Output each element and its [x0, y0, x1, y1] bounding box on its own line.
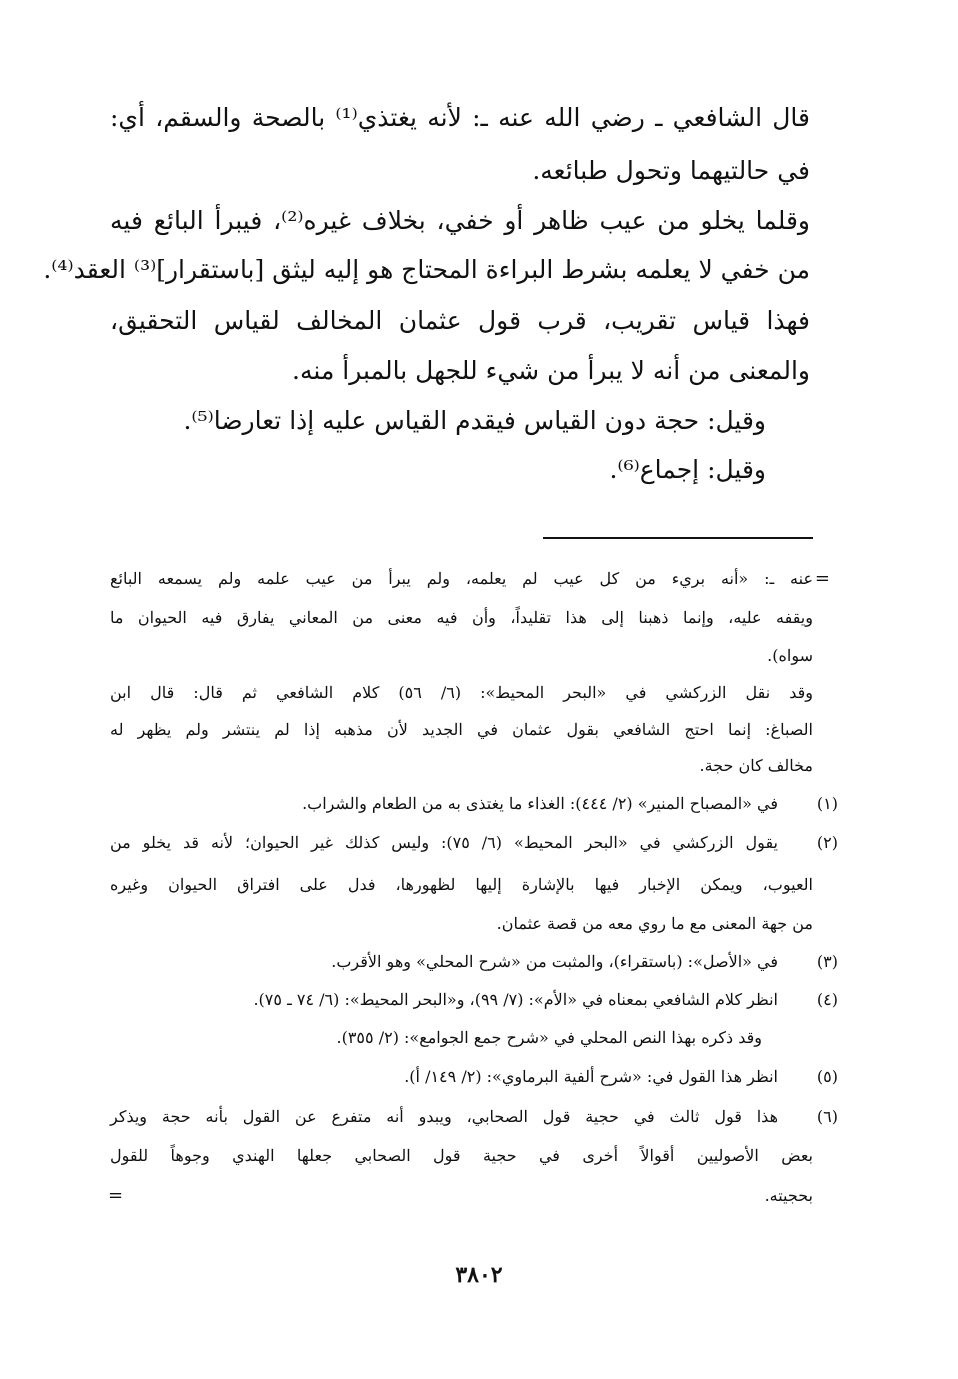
footnote-number: (٥) [816, 1067, 838, 1086]
footnote-line: بحجيته. [764, 1186, 813, 1205]
footnote-line: سواه). [767, 646, 813, 665]
footnote-line: من جهة المعنى مع ما روي معه من قصة عثمان. [496, 914, 813, 933]
main-text-line: وقيل: إجماع⁽⁶⁾. [609, 455, 766, 484]
footnote-number: (٣) [816, 952, 838, 971]
footnote-line: يقول الزركشي في «البحر المحيط» (٦/ ٧٥): وليس كذلك غير الحيوان؛ لأنه قد يخلو من [110, 833, 778, 852]
page-number: ٣٨٠٢ [455, 1262, 503, 1288]
main-text-line: فهذا قياس تقريب، قرب قول عثمان المخالف لقياس التحقيق، [110, 306, 810, 335]
footnote-number: (١) [816, 794, 838, 813]
main-text-line: من خفي لا يعلمه بشرط البراءة المحتاج هو إليه ليثق [باستقرار]⁽³⁾ العقد⁽⁴⁾. [43, 255, 810, 284]
footnote-separator [543, 537, 813, 539]
continuation-mark: = [108, 1185, 124, 1206]
footnote-line: عنه ـ: «أنه بريء من كل عيب لم يعلمه، ولم يبرأ من عيب علمه ولم يسمعه البائع [110, 569, 813, 588]
footnote-line: ويقفه عليه، وإنما ذهبنا إلى هذا تقليداً، وأن فيه معنى من المعاني يفارق فيه الحيوان ما [110, 608, 813, 627]
footnote-line: وقد نقل الزركشي في «البحر المحيط»: (٦/ ٥٦) كلام الشافعي ثم قال: قال ابن [110, 683, 813, 702]
main-text-line: قال الشافعي ـ رضي الله عنه ـ: لأنه يغتذي⁽¹⁾ بالصحة والسقم، أي: [110, 103, 810, 132]
continuation-mark: = [814, 568, 830, 589]
main-text-line: وقيل: حجة دون القياس فيقدم القياس عليه إذا تعارضا⁽⁵⁾. [183, 406, 766, 435]
footnote-line: مخالف كان حجة. [699, 756, 813, 775]
footnote-line: في «الأصل»: (باستقراء)، والمثبت من «شرح المحلي» وهو الأقرب. [331, 952, 778, 971]
footnote-number: (٢) [816, 833, 838, 852]
footnote-line: العيوب، ويمكن الإخبار فيها بالإشارة إليها لظهورها، فدل على افتراق الحيوان وغيره [110, 875, 814, 894]
main-text-line: والمعنى من أنه لا يبرأ من شيء للجهل بالمبرأ منه. [292, 356, 810, 385]
main-text-line: في حالتيهما وتحول طبائعه. [532, 156, 810, 185]
footnote-line: انظر كلام الشافعي بمعناه في «الأم»: (٧/ ٩٩)، و«البحر المحيط»: (٦/ ٧٤ ـ ٧٥). [253, 990, 778, 1009]
footnote-number: (٦) [816, 1107, 838, 1126]
footnote-line: انظر هذا القول في: «شرح ألفية البرماوي»: (٢/ ١٤٩/ أ). [404, 1067, 778, 1086]
footnote-number: (٤) [816, 990, 838, 1009]
footnote-line: وقد ذكره بهذا النص المحلي في «شرح جمع الجوامع»: (٢/ ٣٥٥). [336, 1028, 762, 1047]
footnote-line: هذا قول ثالث في حجية قول الصحابي، ويبدو أنه متفرع عن القول بأنه حجة ويذكر [110, 1107, 779, 1126]
footnote-line: الصباغ: إنما احتج الشافعي بقول عثمان في الجديد لأن مذهبه إذا لم ينتشر ولم يظهر له [110, 720, 813, 739]
main-text-line: وقلما يخلو من عيب ظاهر أو خفي، بخلاف غيره⁽²⁾، فيبرأ البائع فيه [110, 206, 810, 235]
footnote-line: بعض الأصوليين أقوالاً أخرى في حجية قول الصحابي جعلها الهندي وجوهاً للقول [110, 1146, 813, 1165]
footnote-line: في «المصباح المنير» (٢/ ٤٤٤): الغذاء ما يغتذى به من الطعام والشراب. [302, 794, 778, 813]
